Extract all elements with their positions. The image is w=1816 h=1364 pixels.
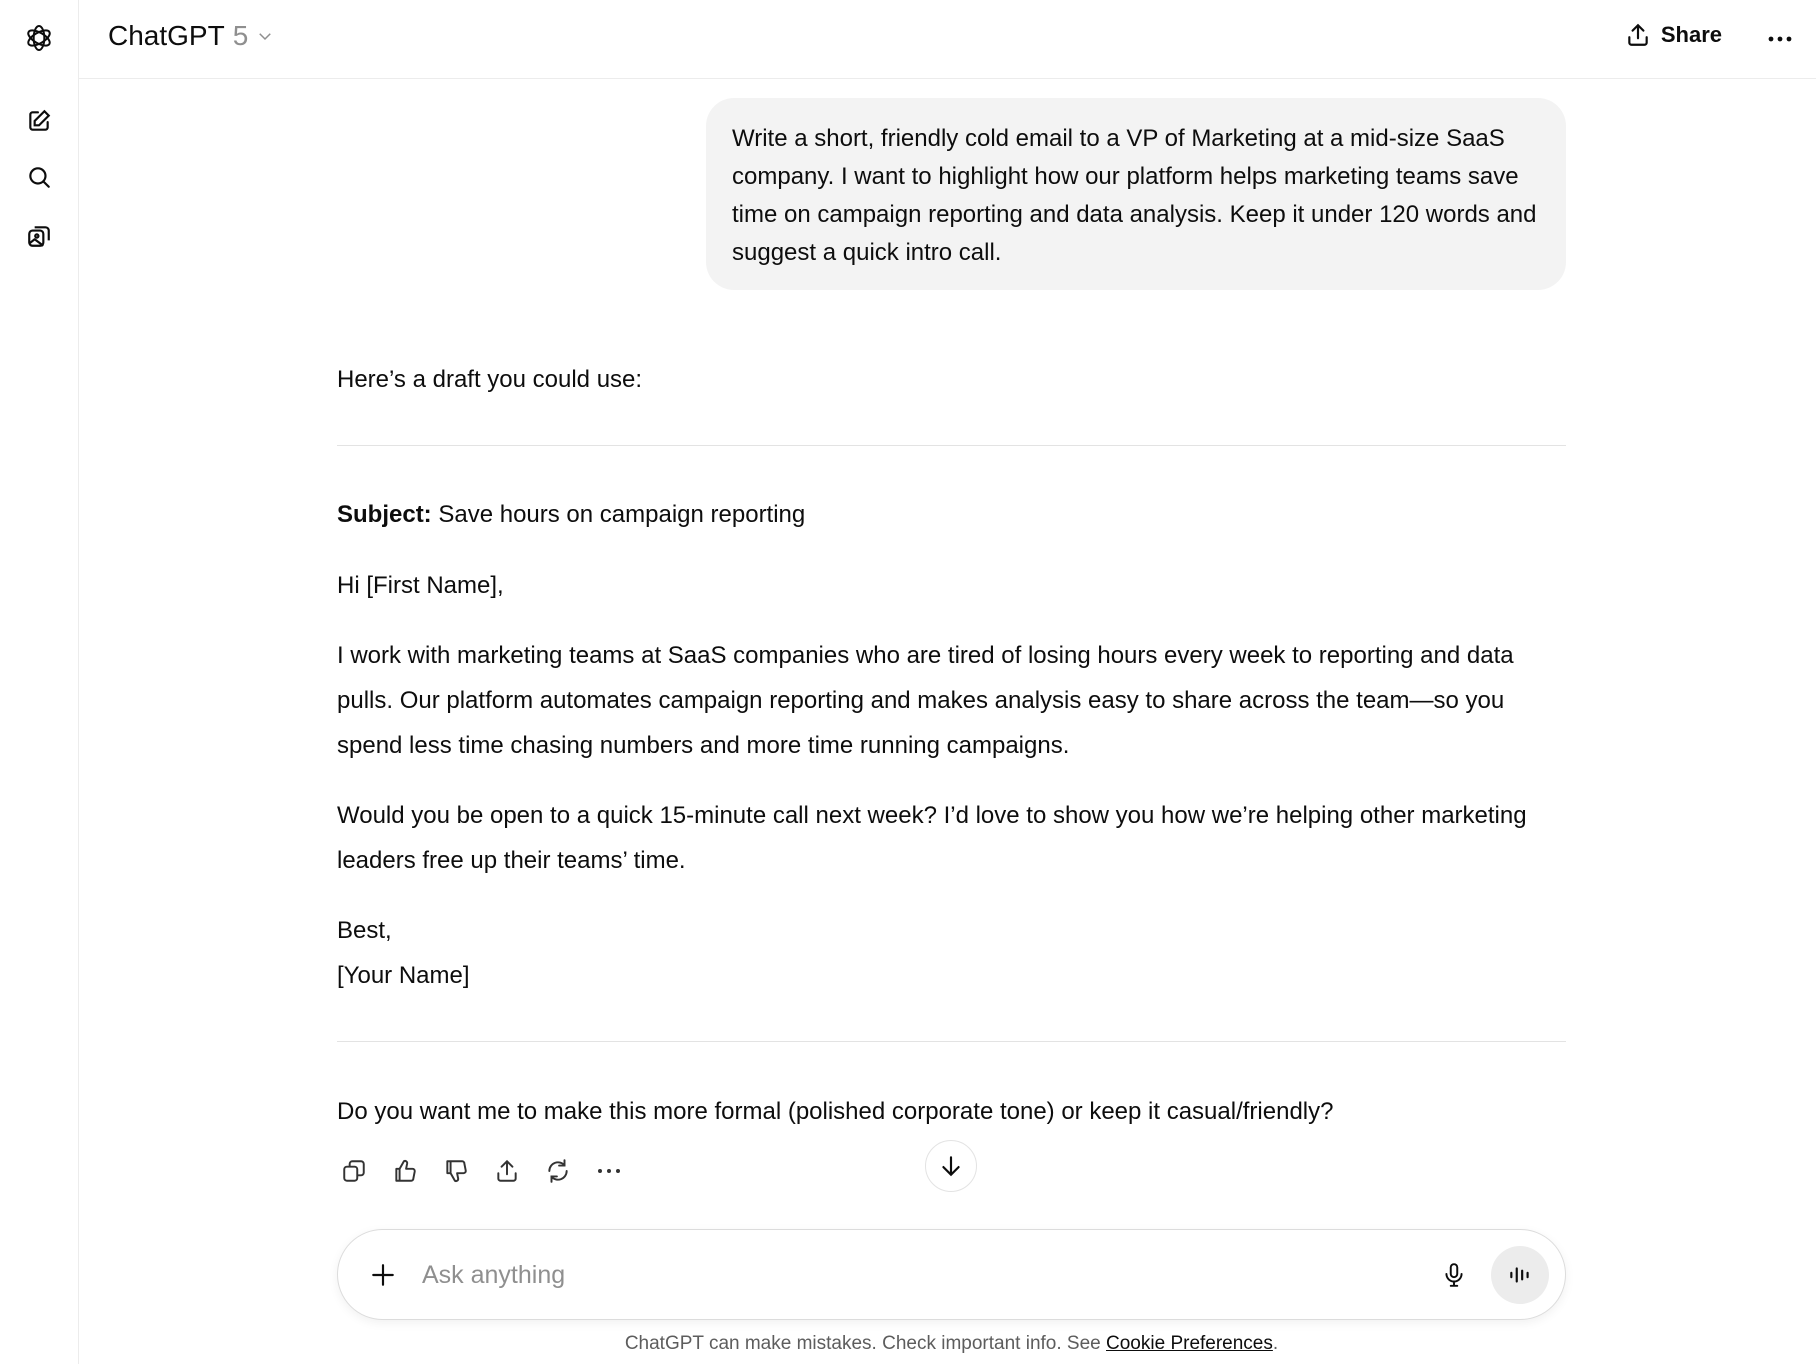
- disclaimer: [337, 1333, 1566, 1355]
- share-response-button[interactable]: [490, 1154, 524, 1188]
- thumbs-up-icon: [392, 1158, 418, 1184]
- email-subject: [337, 492, 1566, 537]
- ellipsis-icon: [1767, 35, 1793, 43]
- model-version: 5: [232, 20, 249, 51]
- model-selector[interactable]: [108, 20, 274, 52]
- more-actions-button[interactable]: [592, 1154, 626, 1188]
- user-message: Write a short, friendly cold email to a VP of Marketing at a mid-size SaaS company. I want to highlight how our platform helps marketing teams save time on campaign reporting and data analysis. Keep it under 120 words and suggest a quick intro call.: [706, 98, 1566, 290]
- subject-text: Save hours on campaign reporting: [438, 501, 806, 528]
- thumbs-down-button[interactable]: [439, 1154, 473, 1188]
- subject-label: Subject:: [337, 501, 432, 528]
- new-chat-icon[interactable]: [20, 102, 58, 140]
- email-greeting: Hi [First Name],: [337, 572, 504, 599]
- plus-icon: [370, 1262, 396, 1288]
- message-input[interactable]: [422, 1252, 1322, 1298]
- regenerate-button[interactable]: [541, 1154, 575, 1188]
- divider: [337, 445, 1566, 446]
- scroll-to-bottom-button[interactable]: [925, 1140, 977, 1192]
- arrow-down-icon: [938, 1153, 964, 1179]
- share-icon: [494, 1158, 520, 1184]
- voice-waveform-icon: [1507, 1262, 1533, 1288]
- chevron-down-icon: [256, 27, 274, 45]
- dictate-button[interactable]: [1435, 1256, 1473, 1294]
- divider: [337, 1041, 1566, 1042]
- disclaimer-end: .: [1272, 1333, 1279, 1354]
- message-actions: [337, 1154, 626, 1188]
- copy-button[interactable]: [337, 1154, 371, 1188]
- share-button[interactable]: [1625, 22, 1722, 48]
- sidebar: [0, 0, 79, 1364]
- share-label: Share: [1660, 22, 1722, 47]
- add-attachment-button[interactable]: [364, 1256, 402, 1294]
- share-icon: [1625, 22, 1651, 48]
- email-signature: [Your Name]: [337, 962, 470, 989]
- copy-icon: [341, 1158, 367, 1184]
- email-paragraph-1: I work with marketing teams at SaaS companies who are tired of losing hours every week to reporting and data pulls. Our platform automates campaign reporting and makes analysis easy to share across the team—so you spend less time chasing numbers and more time running campaigns.: [337, 642, 1514, 759]
- disclaimer-text: ChatGPT can make mistakes. Check important info. See: [624, 1333, 1107, 1354]
- voice-mode-button[interactable]: [1491, 1246, 1549, 1304]
- assistant-intro: Here’s a draft you could use:: [337, 366, 643, 393]
- thumbs-down-icon: [443, 1158, 469, 1184]
- thumbs-up-button[interactable]: [388, 1154, 422, 1188]
- app-title: ChatGPT: [108, 20, 225, 51]
- ellipsis-icon: [597, 1168, 621, 1174]
- more-options-button[interactable]: [1762, 22, 1798, 56]
- email-signoff: Best,: [337, 917, 392, 944]
- header: [79, 0, 1816, 79]
- microphone-icon: [1441, 1261, 1467, 1289]
- email-paragraph-2: Would you be open to a quick 15-minute call next week? I’d love to show you how we’re helping other marketing leaders free up their teams’ time.: [337, 802, 1527, 874]
- openai-logo-icon[interactable]: [20, 19, 58, 57]
- cookie-preferences-link[interactable]: Cookie Preferences: [1106, 1333, 1273, 1354]
- assistant-question: Do you want me to make this more formal (polished corporate tone) or keep it casual/friendly?: [337, 1098, 1334, 1125]
- images-library-icon[interactable]: [20, 217, 58, 255]
- regenerate-icon: [545, 1158, 571, 1184]
- composer: [337, 1229, 1566, 1320]
- search-icon[interactable]: [20, 158, 58, 196]
